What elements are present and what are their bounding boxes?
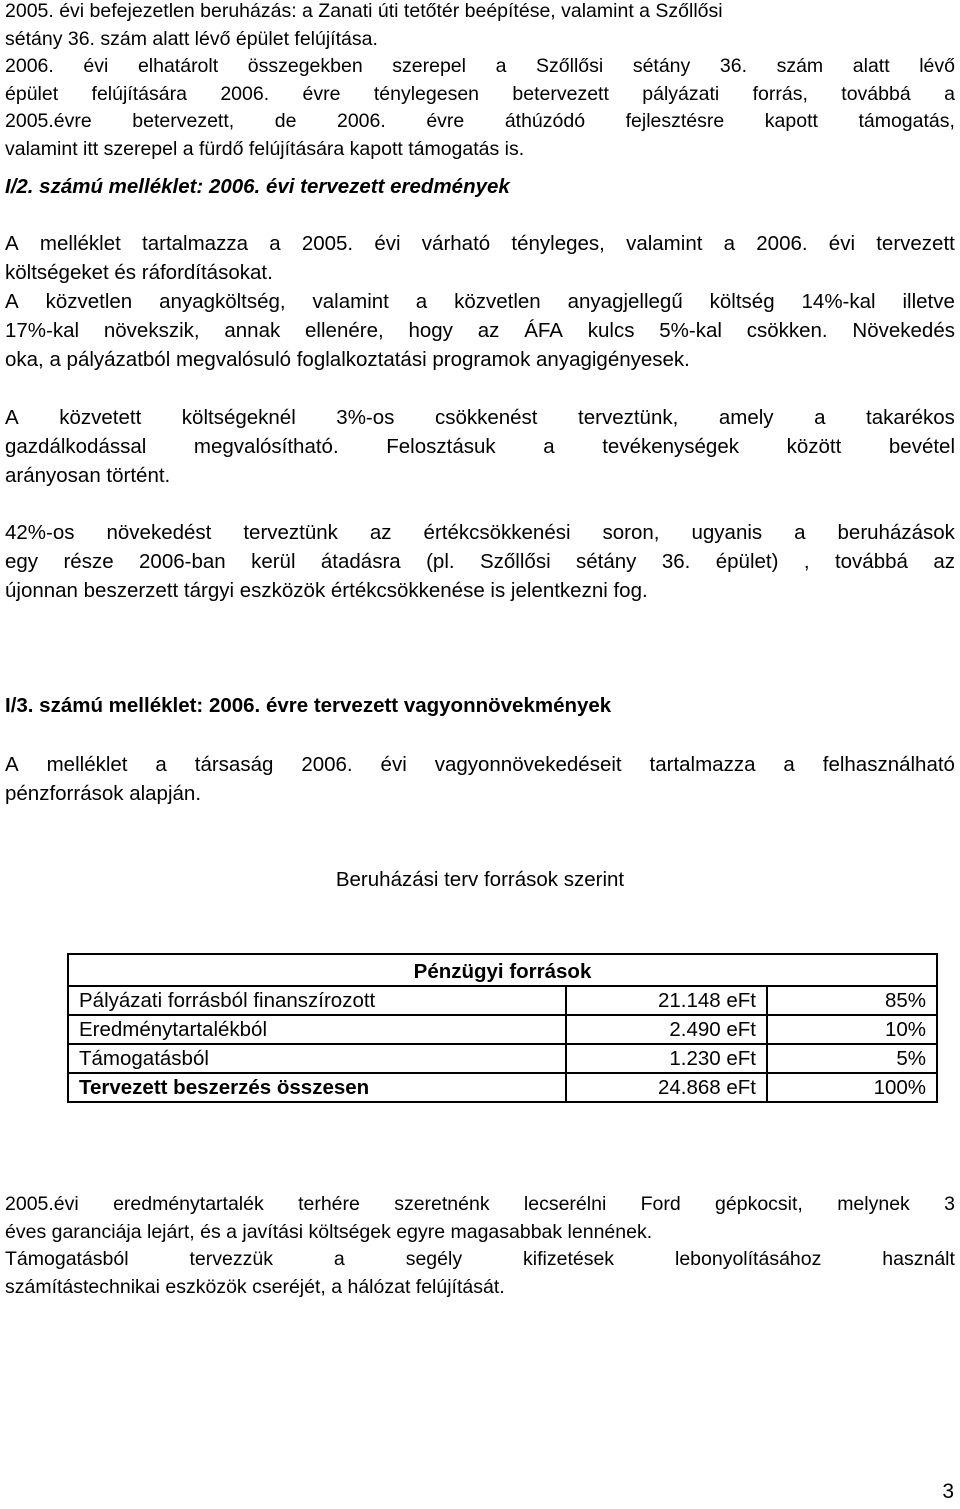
word: szeretnénk: [394, 1193, 490, 1215]
word: 42%-os: [5, 521, 75, 544]
word: áthúzódó: [504, 110, 586, 132]
intro-line-5: [5, 108, 955, 136]
word: évre: [426, 110, 465, 132]
word: gépkocsit,: [715, 1193, 803, 1215]
word: 2006.: [220, 82, 270, 105]
word: a: [814, 406, 826, 429]
word: eredménytartalék: [113, 1193, 264, 1215]
row-amount: 2.490 eFt: [566, 1015, 767, 1044]
word: épület: [5, 82, 59, 105]
s2-p2-line-3: oka, a pályázatból megvalósuló foglalkoztatási programok anyagigényesek.: [5, 348, 690, 371]
word: 3: [944, 1193, 955, 1215]
word: Támogatásból: [5, 1248, 129, 1270]
s2-p4-line-1: [5, 518, 955, 547]
closing-line-3: [5, 1246, 955, 1274]
word: közvetlen: [45, 290, 133, 313]
word: 2005.évi: [5, 1193, 79, 1215]
intro-line-6: valamint itt szerepel a fürdő felújítására kapott támogatás is.: [5, 137, 525, 160]
word: a: [269, 232, 281, 255]
word: alatt: [852, 55, 890, 77]
word: A: [5, 753, 19, 776]
word: tartalmazza: [142, 232, 248, 255]
word: Ford: [640, 1193, 681, 1215]
section-2-heading: I/2. számú melléklet: 2006. évi tervezett eredmények: [5, 175, 510, 198]
word: melléklet: [39, 232, 121, 255]
intro-line-3: [5, 53, 955, 81]
row-amount: 21.148 eFt: [566, 986, 767, 1015]
word: betervezett: [512, 82, 609, 105]
row-percent: 5%: [767, 1044, 937, 1073]
word: lebonyolításához: [675, 1248, 822, 1270]
word: sétány: [632, 55, 691, 77]
row-percent: 10%: [767, 1015, 937, 1044]
table-row: [68, 1044, 937, 1073]
word: kifizetések: [523, 1248, 615, 1270]
s2-p2-line-1: [5, 287, 955, 316]
word: beruházások: [837, 521, 955, 544]
word: (pl.: [426, 550, 455, 573]
word: tervezett: [876, 232, 955, 255]
word: annak: [224, 319, 281, 342]
word: szám: [776, 55, 824, 77]
word: Növekedés: [852, 319, 955, 342]
s2-p4-line-3: újonnan beszerzett tárgyi eszközök értékcsökkenése is jelentkezni fog.: [5, 579, 648, 602]
row-name: Támogatásból: [68, 1044, 566, 1073]
word: használt: [882, 1248, 955, 1270]
total-percent: 100%: [767, 1073, 937, 1102]
word: tényleges,: [511, 232, 605, 255]
word: 14%-kal: [801, 290, 876, 313]
word: amely: [718, 406, 774, 429]
word: sétány: [576, 550, 637, 573]
word: tervezzük: [189, 1248, 273, 1270]
closing-line-2: éves garanciája lejárt, és a javítási költségek egyre magasabbak lennének.: [5, 1220, 653, 1243]
word: továbbá: [834, 550, 908, 573]
s3-p1-line-1: [5, 750, 955, 779]
intro-line-1: 2005. évi befejezetlen beruházás: a Zanati úti tetőtér beépítése, valamint a Szőllősi: [5, 0, 723, 22]
word: vagyonnövekedéseit: [434, 753, 622, 776]
word: valamint: [312, 290, 389, 313]
word: fejlesztésre: [625, 110, 725, 132]
row-name: Eredménytartalékból: [68, 1015, 566, 1044]
word: 2005.: [301, 232, 354, 255]
word: a: [783, 753, 795, 776]
word: Szőllősi: [536, 55, 604, 77]
word: közvetett: [59, 406, 142, 429]
word: 3%-os: [336, 406, 395, 429]
word: kapott: [764, 110, 818, 132]
word: anyagköltség,: [159, 290, 286, 313]
word: bevétel: [888, 435, 955, 458]
s2-p1-line-2: költségeket és ráfordításokat.: [5, 261, 273, 284]
word: melynek: [837, 1193, 910, 1215]
closing-line-1: [5, 1191, 955, 1219]
word: csökkenést: [434, 406, 538, 429]
total-name: Tervezett beszerzés összesen: [68, 1073, 566, 1102]
word: felhasználható: [822, 753, 955, 776]
section-2-paragraph-1: [5, 229, 955, 287]
word: a: [723, 232, 736, 255]
word: átadásra: [320, 550, 401, 573]
word: valamint: [626, 232, 703, 255]
intro-line-4: [5, 81, 955, 109]
word: tevékenységek: [602, 435, 739, 458]
word: 2005.évre: [5, 110, 92, 132]
word: társaság: [194, 753, 274, 776]
word: az: [933, 550, 955, 573]
table-row: [68, 1015, 937, 1044]
table-header-row: [68, 954, 937, 986]
word: a: [794, 521, 806, 544]
word: évi: [380, 753, 407, 776]
word: 36.: [661, 550, 691, 573]
section-2-paragraph-3: [5, 403, 955, 490]
word: közvetlen: [454, 290, 541, 313]
word: az: [477, 319, 500, 342]
word: várható: [421, 232, 491, 255]
word: összegekben: [247, 55, 363, 77]
word: melléklet: [46, 753, 128, 776]
word: lecserélni: [523, 1193, 607, 1215]
word: költség: [709, 290, 775, 313]
word: szerepel: [392, 55, 466, 77]
word: a: [944, 82, 955, 105]
s2-p2-line-2: [5, 316, 955, 345]
word: támogatás,: [858, 110, 955, 132]
word: ténylegesen: [373, 82, 480, 105]
word: de: [274, 110, 297, 132]
word: épület): [715, 550, 779, 573]
row-amount: 1.230 eFt: [566, 1044, 767, 1073]
word: része: [63, 550, 114, 573]
word: a: [415, 290, 428, 313]
word: felújítására: [91, 82, 187, 105]
s2-p4-line-2: [5, 547, 955, 576]
word: pályázati: [642, 82, 720, 105]
word: A: [5, 290, 19, 313]
word: A: [5, 406, 19, 429]
s2-p3-line-1: [5, 403, 955, 432]
section-2-paragraph-2: [5, 287, 955, 374]
table-total-row: [68, 1073, 937, 1102]
row-percent: 85%: [767, 986, 937, 1015]
word: lévő: [919, 55, 955, 77]
word: 2006.: [5, 55, 54, 77]
word: 5%-kal: [659, 319, 722, 342]
s2-p3-line-2: [5, 432, 955, 461]
word: a: [495, 55, 507, 77]
word: 17%-kal: [5, 319, 80, 342]
s2-p1-line-1: [5, 229, 955, 258]
word: kerül: [251, 550, 296, 573]
word: terveztünk: [243, 521, 338, 544]
word: ÁFA: [524, 319, 563, 342]
word: évi: [374, 232, 401, 255]
closing-line-4: számítástechnikai eszközök cseréjét, a hálózat felújítását.: [5, 1275, 505, 1298]
word: terhére: [298, 1193, 360, 1215]
word: illetve: [902, 290, 955, 313]
word: csökken.: [746, 319, 828, 342]
word: takarékos: [866, 406, 955, 429]
word: évre: [302, 82, 341, 105]
word: évi: [83, 55, 109, 77]
word: Felosztásuk: [386, 435, 496, 458]
word: 2006-ban: [139, 550, 226, 573]
word: megvalósítható.: [193, 435, 339, 458]
word: terveztünk,: [578, 406, 679, 429]
word: hogy: [408, 319, 453, 342]
table-row: [68, 986, 937, 1015]
word: ,: [803, 550, 810, 573]
section-3-paragraph: [5, 750, 955, 808]
word: évi: [828, 232, 856, 255]
funds-table: [67, 953, 938, 1103]
word: Szőllősi: [479, 550, 551, 573]
word: egy: [5, 550, 39, 573]
word: értékcsökkenési: [423, 521, 571, 544]
word: segély: [405, 1248, 463, 1270]
section-3-heading: I/3. számú melléklet: 2006. évre tervezett vagyonnövekmények: [5, 694, 612, 717]
table-header: Pénzügyi források: [68, 954, 937, 986]
word: 36.: [719, 55, 747, 77]
word: a: [155, 753, 167, 776]
word: az: [369, 521, 392, 544]
word: 2006.: [336, 110, 386, 132]
word: tartalmazza: [649, 753, 756, 776]
total-amount: 24.868 eFt: [566, 1073, 767, 1102]
table-title: Beruházási terv források szerint: [335, 868, 625, 891]
word: 2006.: [756, 232, 808, 255]
word: forrás,: [752, 82, 808, 105]
word: között: [786, 435, 842, 458]
word: a: [333, 1248, 345, 1270]
word: betervezett,: [132, 110, 235, 132]
intro-block: [5, 0, 955, 163]
intro-line-2: sétány 36. szám alatt lévő épület felújítása.: [5, 27, 378, 50]
word: ellenére,: [305, 319, 384, 342]
word: A: [5, 232, 19, 255]
word: anyagjellegű: [567, 290, 683, 313]
word: elhatárolt: [137, 55, 219, 77]
word: kulcs: [587, 319, 635, 342]
word: soron,: [602, 521, 660, 544]
word: továbbá: [841, 82, 911, 105]
s3-p1-line-2: pénzforrások alapján.: [5, 782, 202, 805]
section-2-paragraph-4: [5, 518, 955, 605]
closing-block: [5, 1191, 955, 1301]
word: gazdálkodással: [5, 435, 147, 458]
row-name: Pályázati forrásból finanszírozott: [68, 986, 566, 1015]
word: 2006.: [301, 753, 353, 776]
word: növekszik,: [103, 319, 200, 342]
page-number: 3: [942, 1480, 954, 1503]
word: a: [543, 435, 555, 458]
word: költségeknél: [181, 406, 296, 429]
word: növekedést: [106, 521, 212, 544]
word: ugyanis: [691, 521, 763, 544]
s2-p3-line-3: arányosan történt.: [5, 464, 171, 487]
